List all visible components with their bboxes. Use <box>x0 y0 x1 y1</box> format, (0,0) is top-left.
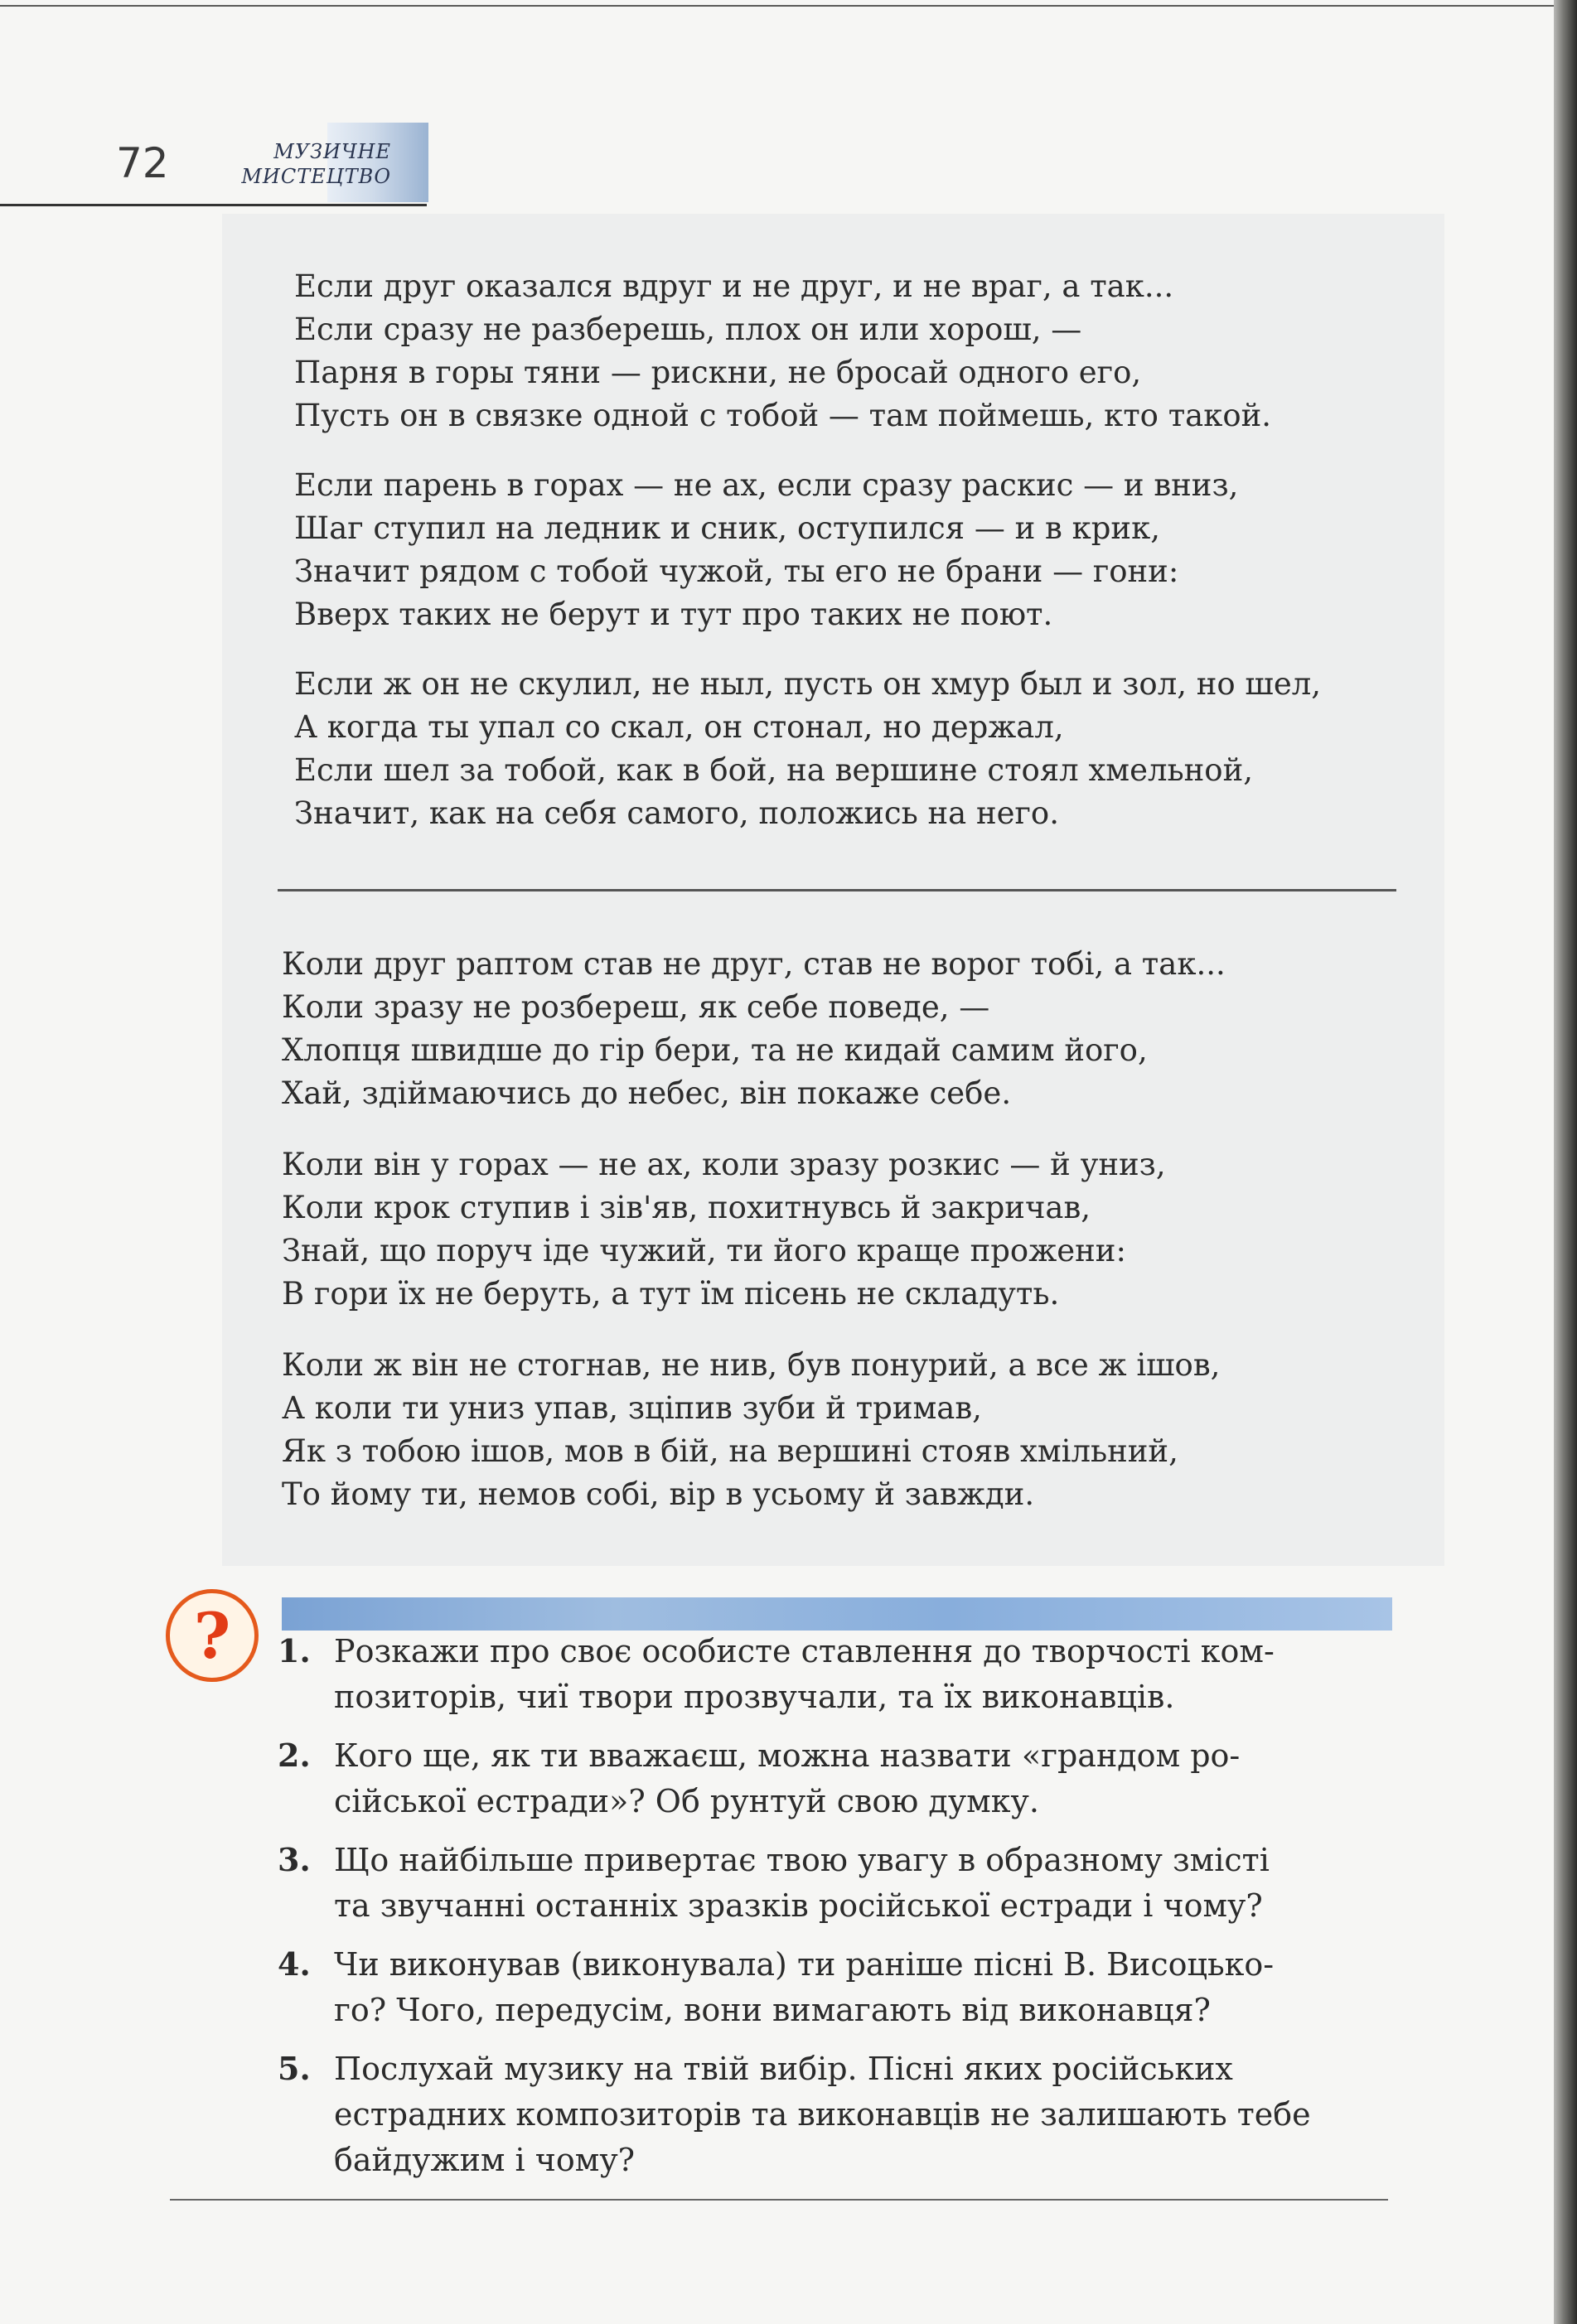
stanza-ru-1 <box>294 265 1271 437</box>
question-line: байдужим і чому? <box>334 2142 636 2178</box>
lyric-line: В гори їх не беруть, а тут їм пісень не складуть. <box>282 1276 1060 1312</box>
question-number: 1. <box>278 1632 311 1669</box>
lyric-line: Знай, що поруч іде чужий, ти його краще прожени: <box>282 1233 1126 1268</box>
stanza-uk-2 <box>282 1143 1166 1316</box>
lyric-line: А коли ти униз упав, зціпив зуби й тримав, <box>282 1390 982 1426</box>
stanza-uk-1 <box>282 943 1226 1115</box>
lyric-line: Коли він у горах — не ах, коли зразу розкис — й униз, <box>282 1147 1166 1182</box>
top-border-line <box>0 5 1554 7</box>
question-line: Кого ще, як ти вважаєш, можна назвати «грандом ро- <box>334 1737 1241 1774</box>
page-number: 72 <box>116 139 169 187</box>
question-number: 2. <box>278 1737 311 1774</box>
lyric-line: Шаг ступил на ледник и сник, оступился — и в крик, <box>294 510 1160 546</box>
question-number: 3. <box>278 1841 311 1878</box>
header-rule <box>0 204 427 206</box>
stanza-uk-3 <box>282 1344 1220 1516</box>
question-line: естрадних композиторів та виконавців не залишають тебе <box>334 2096 1311 2133</box>
question-line: Чи виконував (виконувала) ти раніше пісні В. Висоцько- <box>334 1946 1275 1983</box>
lyric-line: Пусть он в связке одной с тобой — там поймешь, кто такой. <box>294 398 1272 433</box>
lyric-line: А когда ты упал со скал, он стонал, но держал, <box>294 709 1064 745</box>
question-line: та звучанні останніх зразків російської естради і чому? <box>334 1887 1263 1924</box>
lyric-line: Вверх таких не берут и тут про таких не поют. <box>294 597 1053 632</box>
question-line: сійської естради»? Об рунтуй свою думку. <box>334 1783 1039 1819</box>
question-line: Що найбільше привертає твою увагу в образному змісті <box>334 1842 1270 1878</box>
lyric-line: Если ж он не скулил, не ныл, пусть он хмур был и зол, но шел, <box>294 666 1321 702</box>
lyric-line: Хлопця швидше до гір бери, та не кидай самим його, <box>282 1032 1148 1068</box>
section-divider <box>278 889 1396 891</box>
lyric-line: Коли ж він не стогнав, не нив, був понурий, а все ж ішов, <box>282 1347 1221 1383</box>
lyric-line: Если сразу не разберешь, плох он или хорош, — <box>294 312 1082 347</box>
lyric-line: Если друг оказался вдруг и не друг, и не враг, а так... <box>294 268 1174 304</box>
question-item <box>278 2046 1396 2183</box>
lyric-line: Коли крок ступив і зів'яв, похитнувсь й закричав, <box>282 1190 1091 1225</box>
lyric-line: То йому ти, немов собі, вір в усьому й завжди. <box>282 1476 1035 1512</box>
questions-header-bar <box>282 1597 1392 1631</box>
question-line: позиторів, чиї твори прозвучали, та їх виконавців. <box>334 1679 1175 1715</box>
lyric-line: Значит, как на себя самого, положись на него. <box>294 795 1059 831</box>
question-number: 5. <box>278 2050 311 2087</box>
subject-title-line2: МИСТЕЦТВО <box>241 165 391 188</box>
subject-title-line1: МУЗИЧНЕ <box>273 140 391 163</box>
bottom-rule <box>170 2199 1388 2201</box>
lyric-line: Значит рядом с тобой чужой, ты его не брани — гони: <box>294 553 1179 589</box>
question-mark-icon: ? <box>166 1589 259 1682</box>
lyric-line: Если шел за тобой, как в бой, на вершине стоял хмельной, <box>294 752 1253 788</box>
lyric-line: Если парень в горах — не ах, если сразу раскис — и вниз, <box>294 467 1239 503</box>
question-line: Послухай музику на твій вибір. Пісні яких російських <box>334 2051 1233 2087</box>
questions-list <box>278 1629 1396 2196</box>
lyric-line: Як з тобою ішов, мов в бій, на вершині стояв хмільний, <box>282 1433 1178 1469</box>
lyric-line: Парня в горы тяни — рискни, не бросай одного его, <box>294 355 1142 390</box>
question-number: 4. <box>278 1945 311 1983</box>
question-item <box>278 1733 1396 1824</box>
book-spine-edge <box>1554 0 1577 2324</box>
lyric-line: Коли друг раптом став не друг, став не ворог тобі, а так... <box>282 946 1226 982</box>
question-line: го? Чого, передусім, вони вимагають від виконавця? <box>334 1992 1211 2028</box>
stanza-ru-2 <box>294 464 1238 636</box>
question-line: Розкажи про своє особисте ставлення до творчості ком- <box>334 1633 1275 1669</box>
question-item <box>278 1629 1396 1720</box>
stanza-ru-3 <box>294 663 1321 835</box>
subject-title <box>209 139 391 189</box>
lyric-line: Хай, здіймаючись до небес, він покаже себе. <box>282 1075 1012 1111</box>
lyric-line: Коли зразу не розбереш, як себе поведе, — <box>282 989 990 1025</box>
question-item <box>278 1838 1396 1929</box>
question-item <box>278 1942 1396 2033</box>
